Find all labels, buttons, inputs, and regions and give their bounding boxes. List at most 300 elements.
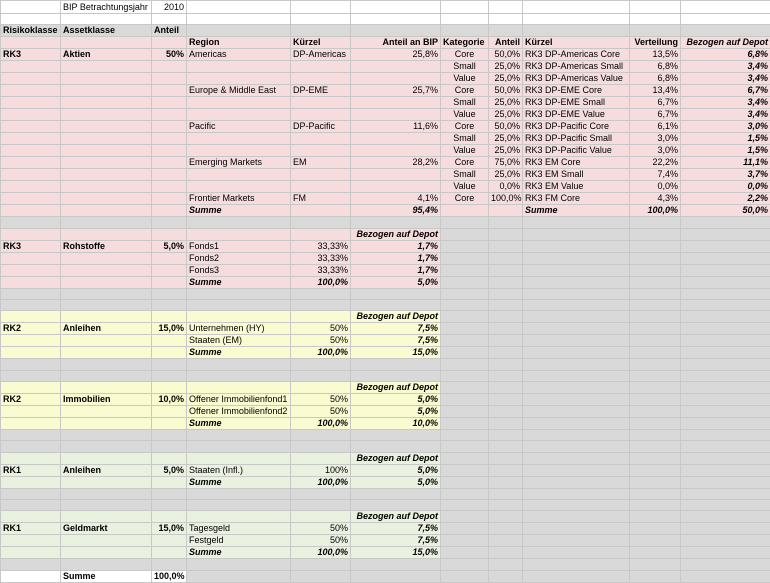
cell[interactable] [489,488,523,499]
summe-label[interactable]: Summe [187,276,291,288]
anteil2-cell[interactable]: 25,0% [489,61,523,73]
region-cell[interactable] [187,73,291,85]
cell[interactable] [61,300,152,311]
cell[interactable] [152,157,187,169]
cell[interactable] [61,511,152,523]
cell[interactable] [523,547,630,559]
kuerzel2-cell[interactable]: RK3 DP-EME Core [523,85,630,97]
cell[interactable] [630,476,681,488]
anteil2-cell[interactable]: 25,0% [489,73,523,85]
cell[interactable] [61,217,152,228]
kategorie-cell[interactable]: Core [441,157,489,169]
bezogen-header[interactable]: Bezogen auf Depot [351,452,441,464]
cell[interactable] [152,145,187,157]
cell[interactable] [61,109,152,121]
verteilung-cell[interactable]: 0,0% [630,181,681,193]
cell[interactable] [681,347,770,359]
cell[interactable] [152,559,187,570]
region-cell[interactable] [187,169,291,181]
header-kuerzel[interactable]: Kürzel [291,37,351,49]
cell[interactable] [441,311,489,323]
cell[interactable] [630,359,681,370]
risikoklasse-cell[interactable]: RK1 [1,523,61,535]
cell[interactable] [61,418,152,430]
cell[interactable] [152,441,187,452]
kategorie-cell[interactable]: Small [441,169,489,181]
cell[interactable] [523,252,630,264]
cell[interactable] [187,300,291,311]
kategorie-cell[interactable]: Small [441,97,489,109]
position-pct[interactable]: 100% [291,464,351,476]
summe-label[interactable]: Summe [187,418,291,430]
cell[interactable] [1,570,61,582]
summe-pct[interactable]: 100,0% [291,547,351,559]
cell[interactable] [291,452,351,464]
cell[interactable] [351,300,441,311]
cell[interactable] [681,25,770,37]
bezogen-cell[interactable]: 1,5% [681,133,770,145]
header-verteilung[interactable]: Verteilung [630,37,681,49]
cell[interactable] [61,37,152,49]
cell[interactable] [489,311,523,323]
cell[interactable] [152,300,187,311]
cell[interactable] [291,288,351,299]
kategorie-cell[interactable]: Core [441,121,489,133]
bezogen-cell[interactable]: 2,2% [681,193,770,205]
cell[interactable] [1,335,61,347]
cell[interactable] [630,252,681,264]
cell[interactable] [681,228,770,240]
position-name[interactable]: Tagesgeld [187,523,291,535]
cell[interactable] [523,335,630,347]
cell[interactable] [523,311,630,323]
assetklasse-cell[interactable]: Aktien [61,49,152,61]
cell[interactable] [523,1,630,14]
cell[interactable] [523,488,630,499]
cell[interactable] [681,476,770,488]
summe-bezogen[interactable]: 15,0% [351,547,441,559]
position-pct[interactable]: 33,33% [291,252,351,264]
cell[interactable] [61,430,152,441]
cell[interactable] [489,500,523,511]
cell[interactable] [291,14,351,25]
cell[interactable] [630,547,681,559]
anteil2-cell[interactable]: 25,0% [489,109,523,121]
kuerzel-cell[interactable]: EM [291,157,351,169]
kategorie-cell[interactable]: Core [441,49,489,61]
kuerzel-cell[interactable]: DP-Americas [291,49,351,61]
cell[interactable] [152,276,187,288]
cell[interactable] [681,323,770,335]
cell[interactable] [1,109,61,121]
cell[interactable] [523,523,630,535]
cell[interactable] [630,370,681,381]
cell[interactable] [441,394,489,406]
cell[interactable] [630,14,681,25]
cell[interactable] [630,452,681,464]
cell[interactable] [441,488,489,499]
cell[interactable] [681,252,770,264]
cell[interactable] [681,523,770,535]
cell[interactable] [489,382,523,394]
position-pct[interactable]: 33,33% [291,264,351,276]
position-bezogen[interactable]: 7,5% [351,323,441,335]
kuerzel2-cell[interactable]: RK3 EM Core [523,157,630,169]
position-pct[interactable]: 50% [291,323,351,335]
bezogen-cell[interactable]: 3,4% [681,97,770,109]
cell[interactable] [1,169,61,181]
cell[interactable] [630,288,681,299]
cell[interactable] [681,264,770,276]
position-name[interactable]: Offener Immobilienfond1 [187,394,291,406]
summe-bezogen[interactable]: 5,0% [351,276,441,288]
risikoklasse-cell[interactable]: RK2 [1,394,61,406]
cell[interactable] [61,488,152,499]
kategorie-cell[interactable]: Small [441,61,489,73]
cell[interactable] [441,1,489,14]
cell[interactable] [61,193,152,205]
cell[interactable] [681,406,770,418]
risikoklasse-cell[interactable]: RK3 [1,240,61,252]
cell[interactable] [1,14,61,25]
cell[interactable] [630,570,681,582]
anteil-cell[interactable]: 15,0% [152,323,187,335]
cell[interactable] [681,441,770,452]
cell[interactable] [152,264,187,276]
cell[interactable] [489,1,523,14]
cell[interactable] [351,500,441,511]
cell[interactable] [291,488,351,499]
cell[interactable] [630,511,681,523]
cell[interactable] [61,370,152,381]
cell[interactable] [61,73,152,85]
region-cell[interactable]: Emerging Markets [187,157,291,169]
summe-label[interactable]: Summe [187,347,291,359]
anteil2-cell[interactable]: 50,0% [489,49,523,61]
cell[interactable] [187,430,291,441]
kategorie-cell[interactable]: Value [441,109,489,121]
position-name[interactable]: Unternehmen (HY) [187,323,291,335]
cell[interactable] [1,406,61,418]
cell[interactable] [441,335,489,347]
cell[interactable] [523,25,630,37]
cell[interactable] [152,418,187,430]
bip-cell[interactable] [351,169,441,181]
cell[interactable] [630,535,681,547]
cell[interactable] [152,370,187,381]
cell[interactable] [1,157,61,169]
cell[interactable] [441,25,489,37]
kuerzel2-cell[interactable]: RK3 DP-EME Value [523,109,630,121]
cell[interactable] [291,359,351,370]
cell[interactable] [441,264,489,276]
verteilung-cell[interactable]: 6,7% [630,97,681,109]
cell[interactable] [441,14,489,25]
position-bezogen[interactable]: 5,0% [351,394,441,406]
cell[interactable] [441,228,489,240]
cell[interactable] [152,121,187,133]
cell[interactable] [187,311,291,323]
region-cell[interactable] [187,97,291,109]
cell[interactable] [1,535,61,547]
kategorie-cell[interactable]: Core [441,193,489,205]
region-cell[interactable] [187,133,291,145]
risikoklasse-cell[interactable]: RK3 [1,49,61,61]
cell[interactable] [1,476,61,488]
cell[interactable] [351,14,441,25]
cell[interactable] [523,464,630,476]
cell[interactable] [291,430,351,441]
verteilung-cell[interactable]: 6,8% [630,61,681,73]
cell[interactable] [489,240,523,252]
position-pct[interactable]: 50% [291,406,351,418]
bip-cell[interactable]: 11,6% [351,121,441,133]
bezogen-header[interactable]: Bezogen auf Depot [351,382,441,394]
cell[interactable] [61,535,152,547]
cell[interactable] [681,240,770,252]
cell[interactable] [152,476,187,488]
cell[interactable] [152,228,187,240]
cell[interactable] [523,394,630,406]
anteil2-cell[interactable]: 25,0% [489,169,523,181]
summe-pct[interactable]: 100,0% [291,476,351,488]
region-cell[interactable]: Europe & Middle East [187,85,291,97]
cell[interactable] [1,347,61,359]
cell[interactable] [152,452,187,464]
assetklasse-cell[interactable]: Anleihen [61,323,152,335]
bezogen-cell[interactable]: 1,5% [681,145,770,157]
cell[interactable] [187,370,291,381]
cell[interactable] [1,1,61,14]
cell[interactable] [630,523,681,535]
cell[interactable] [291,311,351,323]
cell[interactable] [489,523,523,535]
cell[interactable] [441,511,489,523]
cell[interactable] [61,452,152,464]
cell[interactable] [61,559,152,570]
kuerzel-cell[interactable] [291,73,351,85]
cell[interactable] [1,511,61,523]
bezogen-cell[interactable]: 3,4% [681,61,770,73]
header-bezogen[interactable]: Bezogen auf Depot [681,37,770,49]
cell[interactable] [61,252,152,264]
cell[interactable] [681,430,770,441]
cell[interactable] [152,430,187,441]
assetklasse-cell[interactable]: Rohstoffe [61,240,152,252]
cell[interactable] [441,452,489,464]
cell[interactable] [630,25,681,37]
cell[interactable] [630,500,681,511]
anteil2-cell[interactable]: 75,0% [489,157,523,169]
cell[interactable] [441,276,489,288]
cell[interactable] [681,488,770,499]
kategorie-cell[interactable]: Value [441,73,489,85]
cell[interactable] [1,430,61,441]
cell[interactable] [489,430,523,441]
cell[interactable] [681,335,770,347]
anteil-cell[interactable]: 15,0% [152,523,187,535]
position-bezogen[interactable]: 7,5% [351,535,441,547]
verteilung-cell[interactable]: 3,0% [630,133,681,145]
cell[interactable] [152,193,187,205]
cell[interactable] [61,406,152,418]
bezogen-header[interactable]: Bezogen auf Depot [351,228,441,240]
cell[interactable] [61,500,152,511]
bip-cell[interactable] [351,181,441,193]
cell[interactable] [1,382,61,394]
cell[interactable] [61,476,152,488]
position-bezogen[interactable]: 1,7% [351,240,441,252]
summe-verteilung[interactable]: 100,0% [630,205,681,217]
cell[interactable] [489,252,523,264]
bezogen-header[interactable]: Bezogen auf Depot [351,311,441,323]
cell[interactable] [187,217,291,228]
anteil-cell[interactable]: 5,0% [152,240,187,252]
cell[interactable] [630,335,681,347]
kuerzel-cell[interactable] [291,109,351,121]
cell[interactable] [630,418,681,430]
cell[interactable] [152,252,187,264]
cell[interactable] [1,37,61,49]
cell[interactable] [489,228,523,240]
cell[interactable] [1,193,61,205]
cell[interactable] [61,441,152,452]
bezogen-cell[interactable]: 6,8% [681,49,770,61]
cell[interactable] [152,288,187,299]
cell[interactable] [441,570,489,582]
anteil-cell[interactable]: 10,0% [152,394,187,406]
cell[interactable] [351,359,441,370]
cell[interactable] [441,347,489,359]
cell[interactable] [1,311,61,323]
cell[interactable] [187,14,291,25]
cell[interactable] [152,347,187,359]
cell[interactable] [523,452,630,464]
cell[interactable] [523,476,630,488]
cell[interactable] [630,1,681,14]
cell[interactable] [489,288,523,299]
cell[interactable] [681,359,770,370]
cell[interactable] [681,300,770,311]
cell[interactable] [523,276,630,288]
cell[interactable] [489,570,523,582]
anteil2-cell[interactable]: 25,0% [489,145,523,157]
position-bezogen[interactable]: 7,5% [351,523,441,535]
kuerzel-cell[interactable] [291,97,351,109]
cell[interactable] [291,570,351,582]
cell[interactable] [351,441,441,452]
position-name[interactable]: Fonds3 [187,264,291,276]
bip-cell[interactable]: 28,2% [351,157,441,169]
cell[interactable] [441,547,489,559]
summe-pct[interactable]: 100,0% [291,276,351,288]
cell[interactable] [152,97,187,109]
cell[interactable] [523,359,630,370]
cell[interactable] [441,300,489,311]
total-summe-value[interactable]: 100,0% [152,570,187,582]
cell[interactable] [523,347,630,359]
cell[interactable] [489,452,523,464]
cell[interactable] [61,547,152,559]
cell[interactable] [523,228,630,240]
cell[interactable] [681,570,770,582]
cell[interactable] [681,370,770,381]
cell[interactable] [187,452,291,464]
cell[interactable] [291,500,351,511]
cell[interactable] [441,535,489,547]
position-bezogen[interactable]: 5,0% [351,406,441,418]
cell[interactable] [441,441,489,452]
bezogen-cell[interactable]: 3,0% [681,121,770,133]
cell[interactable] [291,300,351,311]
cell[interactable] [351,488,441,499]
cell[interactable] [291,25,351,37]
cell[interactable] [351,217,441,228]
summe-bezogen[interactable]: 50,0% [681,205,770,217]
cell[interactable] [489,406,523,418]
cell[interactable] [630,217,681,228]
cell[interactable] [630,382,681,394]
cell[interactable] [61,382,152,394]
cell[interactable] [630,300,681,311]
header-anteil-bip[interactable]: Anteil an BIP [351,37,441,49]
cell[interactable] [351,288,441,299]
cell[interactable] [441,370,489,381]
cell[interactable] [630,323,681,335]
cell[interactable] [681,547,770,559]
bezogen-cell[interactable]: 0,0% [681,181,770,193]
cell[interactable] [1,121,61,133]
kuerzel-cell[interactable] [291,169,351,181]
cell[interactable] [1,205,61,217]
bip-cell[interactable] [351,73,441,85]
cell[interactable] [489,476,523,488]
cell[interactable] [489,205,523,217]
risikoklasse-cell[interactable]: RK2 [1,323,61,335]
header-kuerzel2[interactable]: Kürzel [523,37,630,49]
position-bezogen[interactable]: 1,7% [351,252,441,264]
cell[interactable] [523,323,630,335]
cell[interactable] [489,464,523,476]
cell[interactable] [152,535,187,547]
region-cell[interactable] [187,109,291,121]
verteilung-cell[interactable]: 6,8% [630,73,681,85]
bip-cell[interactable]: 4,1% [351,193,441,205]
cell[interactable] [489,535,523,547]
cell[interactable] [681,311,770,323]
cell[interactable] [187,488,291,499]
cell[interactable] [441,500,489,511]
bezogen-cell[interactable]: 3,4% [681,73,770,85]
kuerzel-cell[interactable]: FM [291,193,351,205]
cell[interactable] [61,121,152,133]
cell[interactable] [187,570,291,582]
cell[interactable] [187,500,291,511]
bezogen-cell[interactable]: 3,7% [681,169,770,181]
bip-year-value[interactable]: 2010 [152,1,187,14]
cell[interactable] [1,559,61,570]
region-cell[interactable]: Pacific [187,121,291,133]
kuerzel-cell[interactable] [291,181,351,193]
position-pct[interactable]: 33,33% [291,240,351,252]
cell[interactable] [1,300,61,311]
cell[interactable] [681,452,770,464]
cell[interactable] [291,217,351,228]
header-assetklasse[interactable]: Assetklasse [61,25,152,37]
summe-label2[interactable]: Summe [523,205,630,217]
cell[interactable] [291,228,351,240]
cell[interactable] [441,430,489,441]
